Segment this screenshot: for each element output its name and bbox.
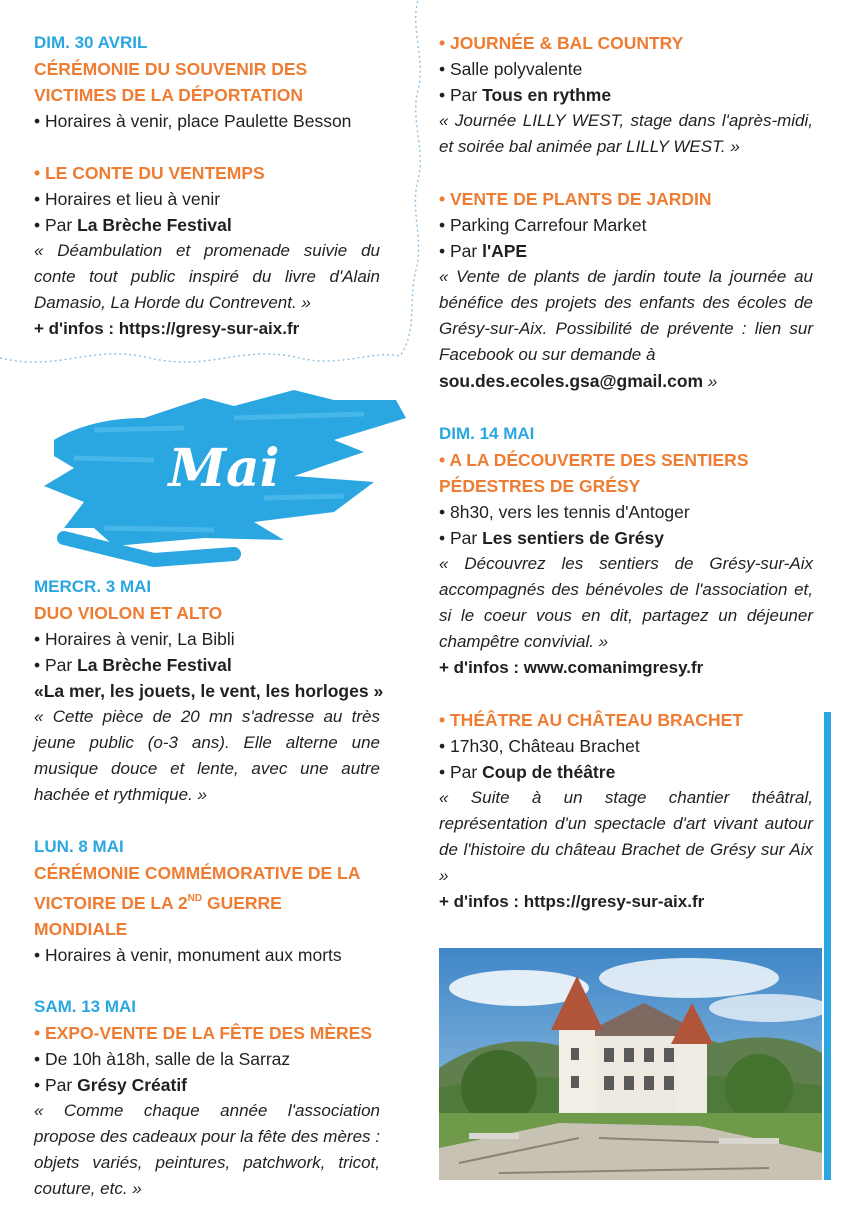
info-link[interactable]: + d'infos : www.comanimgresy.fr [439,658,704,677]
info-link[interactable]: + d'infos : https://gresy-sur-aix.fr [439,892,705,911]
event-organizer-line [34,212,380,238]
event-date: LUN. 8 MAI [34,837,124,856]
event-date: SAM. 13 MAI [34,997,137,1016]
event-description: « Vente de plants de jardin toute la journée au bénéfice des projets des enfants des écoles de Grésy-sur-Aix. Possibilité de prévente : lien sur Facebook ou sur demande à [439,267,813,364]
contact-line [439,368,813,395]
event-subtitle: «La mer, les jouets, le vent, les horloges » [34,681,384,701]
event-organizer-line [34,1072,380,1098]
event-organizer-line [439,82,813,108]
event-description: « Découvrez les sentiers de Grésy-sur-Aix accompagnés des bénévoles de l'association et, si le coeur vous en dit, partagez un déjeuner champêtre convivial. » [439,554,813,651]
event-info: • Parking Carrefour Market [439,215,647,235]
event-description: « Cette pièce de 20 mn s'adresse au très jeune public (o-3 ans). Elle alterne une musique douce et lente, avec une autre hachée et rythmique. » [34,707,380,804]
par-label: • Par [439,241,483,261]
blue-accent-bar [824,712,831,1180]
event-title-line2: VICTIMES DE LA DÉPORTATION [34,85,303,105]
organizer-name: La Brèche Festival [77,655,232,675]
left-column-top [34,30,380,368]
event-info: • 17h30, Château Brachet [439,736,640,756]
organizer-name: La Brèche Festival [77,215,232,235]
event-title: • THÉÂTRE AU CHÂTEAU BRACHET [439,710,743,730]
event-vente-plants [439,186,813,395]
event-info: • De 10h à18h, salle de la Sarraz [34,1049,291,1069]
par-label: • Par [439,85,483,105]
event-title: • A LA DÉCOUVERTE DES SENTIERS [439,450,749,470]
organizer-name: Les sentiers de Grésy [482,528,664,548]
event-info: • Horaires et lieu à venir [34,189,221,209]
event-ceremonie-victoire [34,834,380,968]
event-sentiers [439,421,813,681]
event-title: • LE CONTE DU VENTEMPS [34,163,265,183]
organizer-name: Coup de théâtre [482,762,616,782]
event-description: « Suite à un stage chantier théâtral, représentation d'un spectacle d'art vivant autour de l'histoire du château Brachet de Grésy sur Aix » [439,788,813,885]
event-title: DUO VIOLON ET ALTO [34,603,223,623]
left-column-bottom [34,574,384,1228]
event-description: « Journée LILLY WEST, stage dans l'après-midi, et soirée bal animée par LILLY WEST. » [439,111,813,156]
event-description: « Déambulation et promenade suivie du conte tout public inspiré du livre d'Alain Damasio, La Horde du Contrevent. » [34,241,380,312]
event-title-line2: PÉDESTRES DE GRÉSY [439,476,641,496]
event-title: • VENTE DE PLANTS DE JARDIN [439,189,712,209]
event-organizer-line [34,652,380,678]
event-date: MERCR. 3 MAI [34,577,152,596]
event-title: • EXPO-VENTE DE LA FÊTE DES MÈRES [34,1023,373,1043]
organizer-name: Tous en rythme [482,85,612,105]
info-link[interactable]: + d'infos : https://gresy-sur-aix.fr [34,319,300,338]
event-info: • Horaires à venir, monument aux morts [34,945,342,965]
quote-close: » [703,372,718,391]
event-organizer-line [439,525,813,551]
event-info: • 8h30, vers les tennis d'Antoger [439,502,690,522]
event-title: CÉRÉMONIE COMMÉMORATIVE DE LA [34,863,361,883]
contact-email[interactable]: sou.des.ecoles.gsa@gmail.com [439,371,704,391]
event-title-line2 [34,886,380,942]
event-conte-ventemps [34,160,380,342]
event-ceremonie-deportation [34,30,380,134]
event-info: • Horaires à venir, place Paulette Besson [34,111,352,131]
event-expo-vente [34,994,380,1202]
par-label: • Par [439,762,483,782]
event-info: • Salle polyvalente [439,59,583,79]
mai-brush-banner [34,378,414,568]
event-bal-country [439,30,813,160]
par-label: • Par [439,528,483,548]
par-label: • Par [34,1075,78,1095]
event-theatre-chateau [439,707,813,915]
mai-banner-text: Mai [168,438,280,499]
title-part-b: GUERRE MONDIALE [34,893,282,939]
organizer-name: l'APE [482,241,528,261]
event-date: DIM. 14 MAI [439,424,535,443]
event-organizer-line [439,238,813,264]
title-superscript: ND [187,893,203,904]
event-date: DIM. 30 AVRIL [34,33,148,52]
event-organizer-line [439,759,813,785]
event-title: • JOURNÉE & BAL COUNTRY [439,33,684,53]
organizer-name: Grésy Créatif [77,1075,188,1095]
title-part-a: VICTOIRE DE LA 2 [34,893,188,913]
event-duo-violon [34,574,384,808]
event-description: « Comme chaque année l'association propose des cadeaux pour la fête des mères : objets variés, peintures, patchwork, tricot, couture, etc. » [34,1101,380,1198]
par-label: • Par [34,215,78,235]
event-info: • Horaires à venir, La Bibli [34,629,235,649]
right-column [439,30,813,941]
par-label: • Par [34,655,78,675]
event-title: CÉRÉMONIE DU SOUVENIR DES [34,59,308,79]
chateau-brachet-photo [439,948,822,1180]
